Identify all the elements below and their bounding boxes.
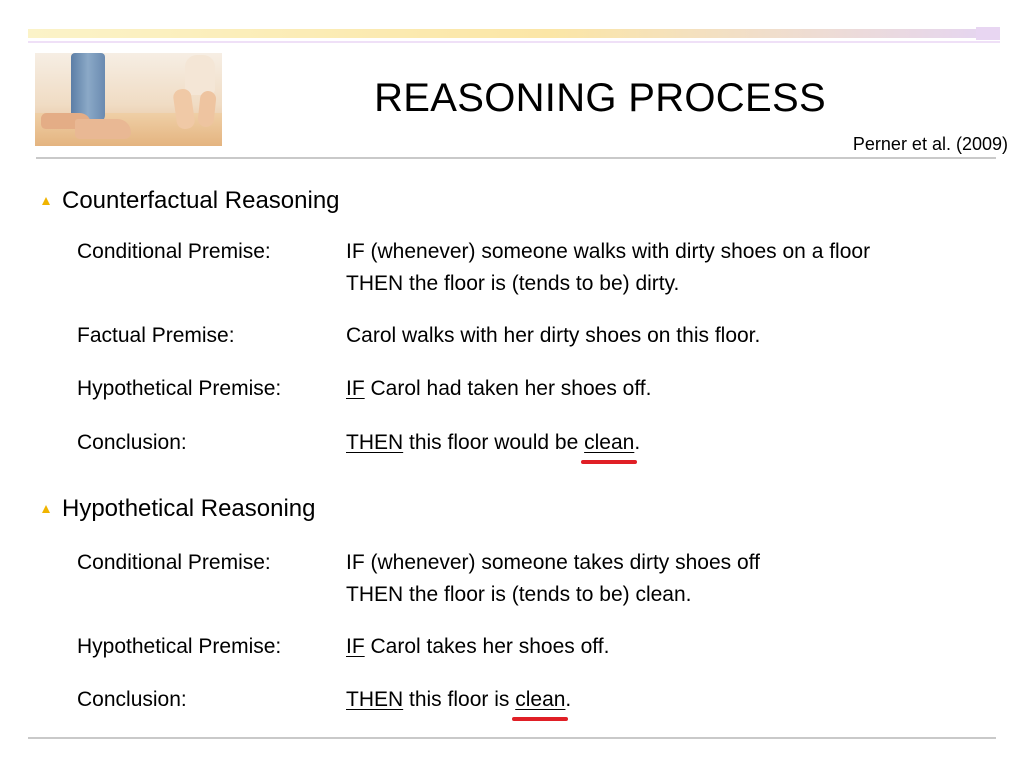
row-text [346,427,640,459]
row-text-line2: THEN the floor is (tends to be) dirty. [346,272,680,295]
row-rest: this floor is [403,688,516,711]
row-label: Conditional Premise: [77,551,271,574]
footer-divider [28,737,996,739]
row-text: Carol walks with her dirty shoes on this floor. [346,324,761,347]
row-label: Conclusion: [77,431,187,454]
row-end: . [634,431,641,454]
slide-title: REASONING PROCESS [374,76,826,120]
top-band-accent [976,27,1000,40]
row-text-line1: IF (whenever) someone walks with dirty shoes on a floor [346,240,871,263]
row-text-line2: THEN the floor is (tends to be) clean. [346,583,692,606]
top-band-line [28,41,1000,43]
row-text [346,684,571,716]
row-label: Factual Premise: [77,324,235,347]
row-text [346,631,609,663]
row-rest: this floor would be [403,431,585,454]
row-label: Conditional Premise: [77,240,271,263]
row-text-line1: IF (whenever) someone takes dirty shoes off [346,551,760,574]
bullet-icon [42,505,50,513]
row-rest: Carol takes her shoes off. [364,635,610,658]
keyword-if: IF [346,377,365,400]
keyword-if: IF [346,635,365,658]
row-rest: Carol had taken her shoes off. [364,377,652,400]
row-label: Hypothetical Premise: [77,377,282,400]
row-text [346,373,651,405]
top-decorative-band [28,29,978,38]
section-heading-hypothetical: Hypothetical Reasoning [62,495,316,522]
keyword-then: THEN [346,688,404,711]
citation: Perner et al. (2009) [852,134,1008,154]
row-label: Hypothetical Premise: [77,635,282,658]
walking-feet-photo [35,53,222,146]
header-divider [36,157,996,159]
keyword-then: THEN [346,431,404,454]
section-heading-counterfactual: Counterfactual Reasoning [62,187,340,214]
row-label: Conclusion: [77,688,187,711]
highlighted-word-clean: clean [515,684,565,716]
row-end: . [565,688,572,711]
highlighted-word-clean: clean [584,427,634,459]
bullet-icon [42,197,50,205]
